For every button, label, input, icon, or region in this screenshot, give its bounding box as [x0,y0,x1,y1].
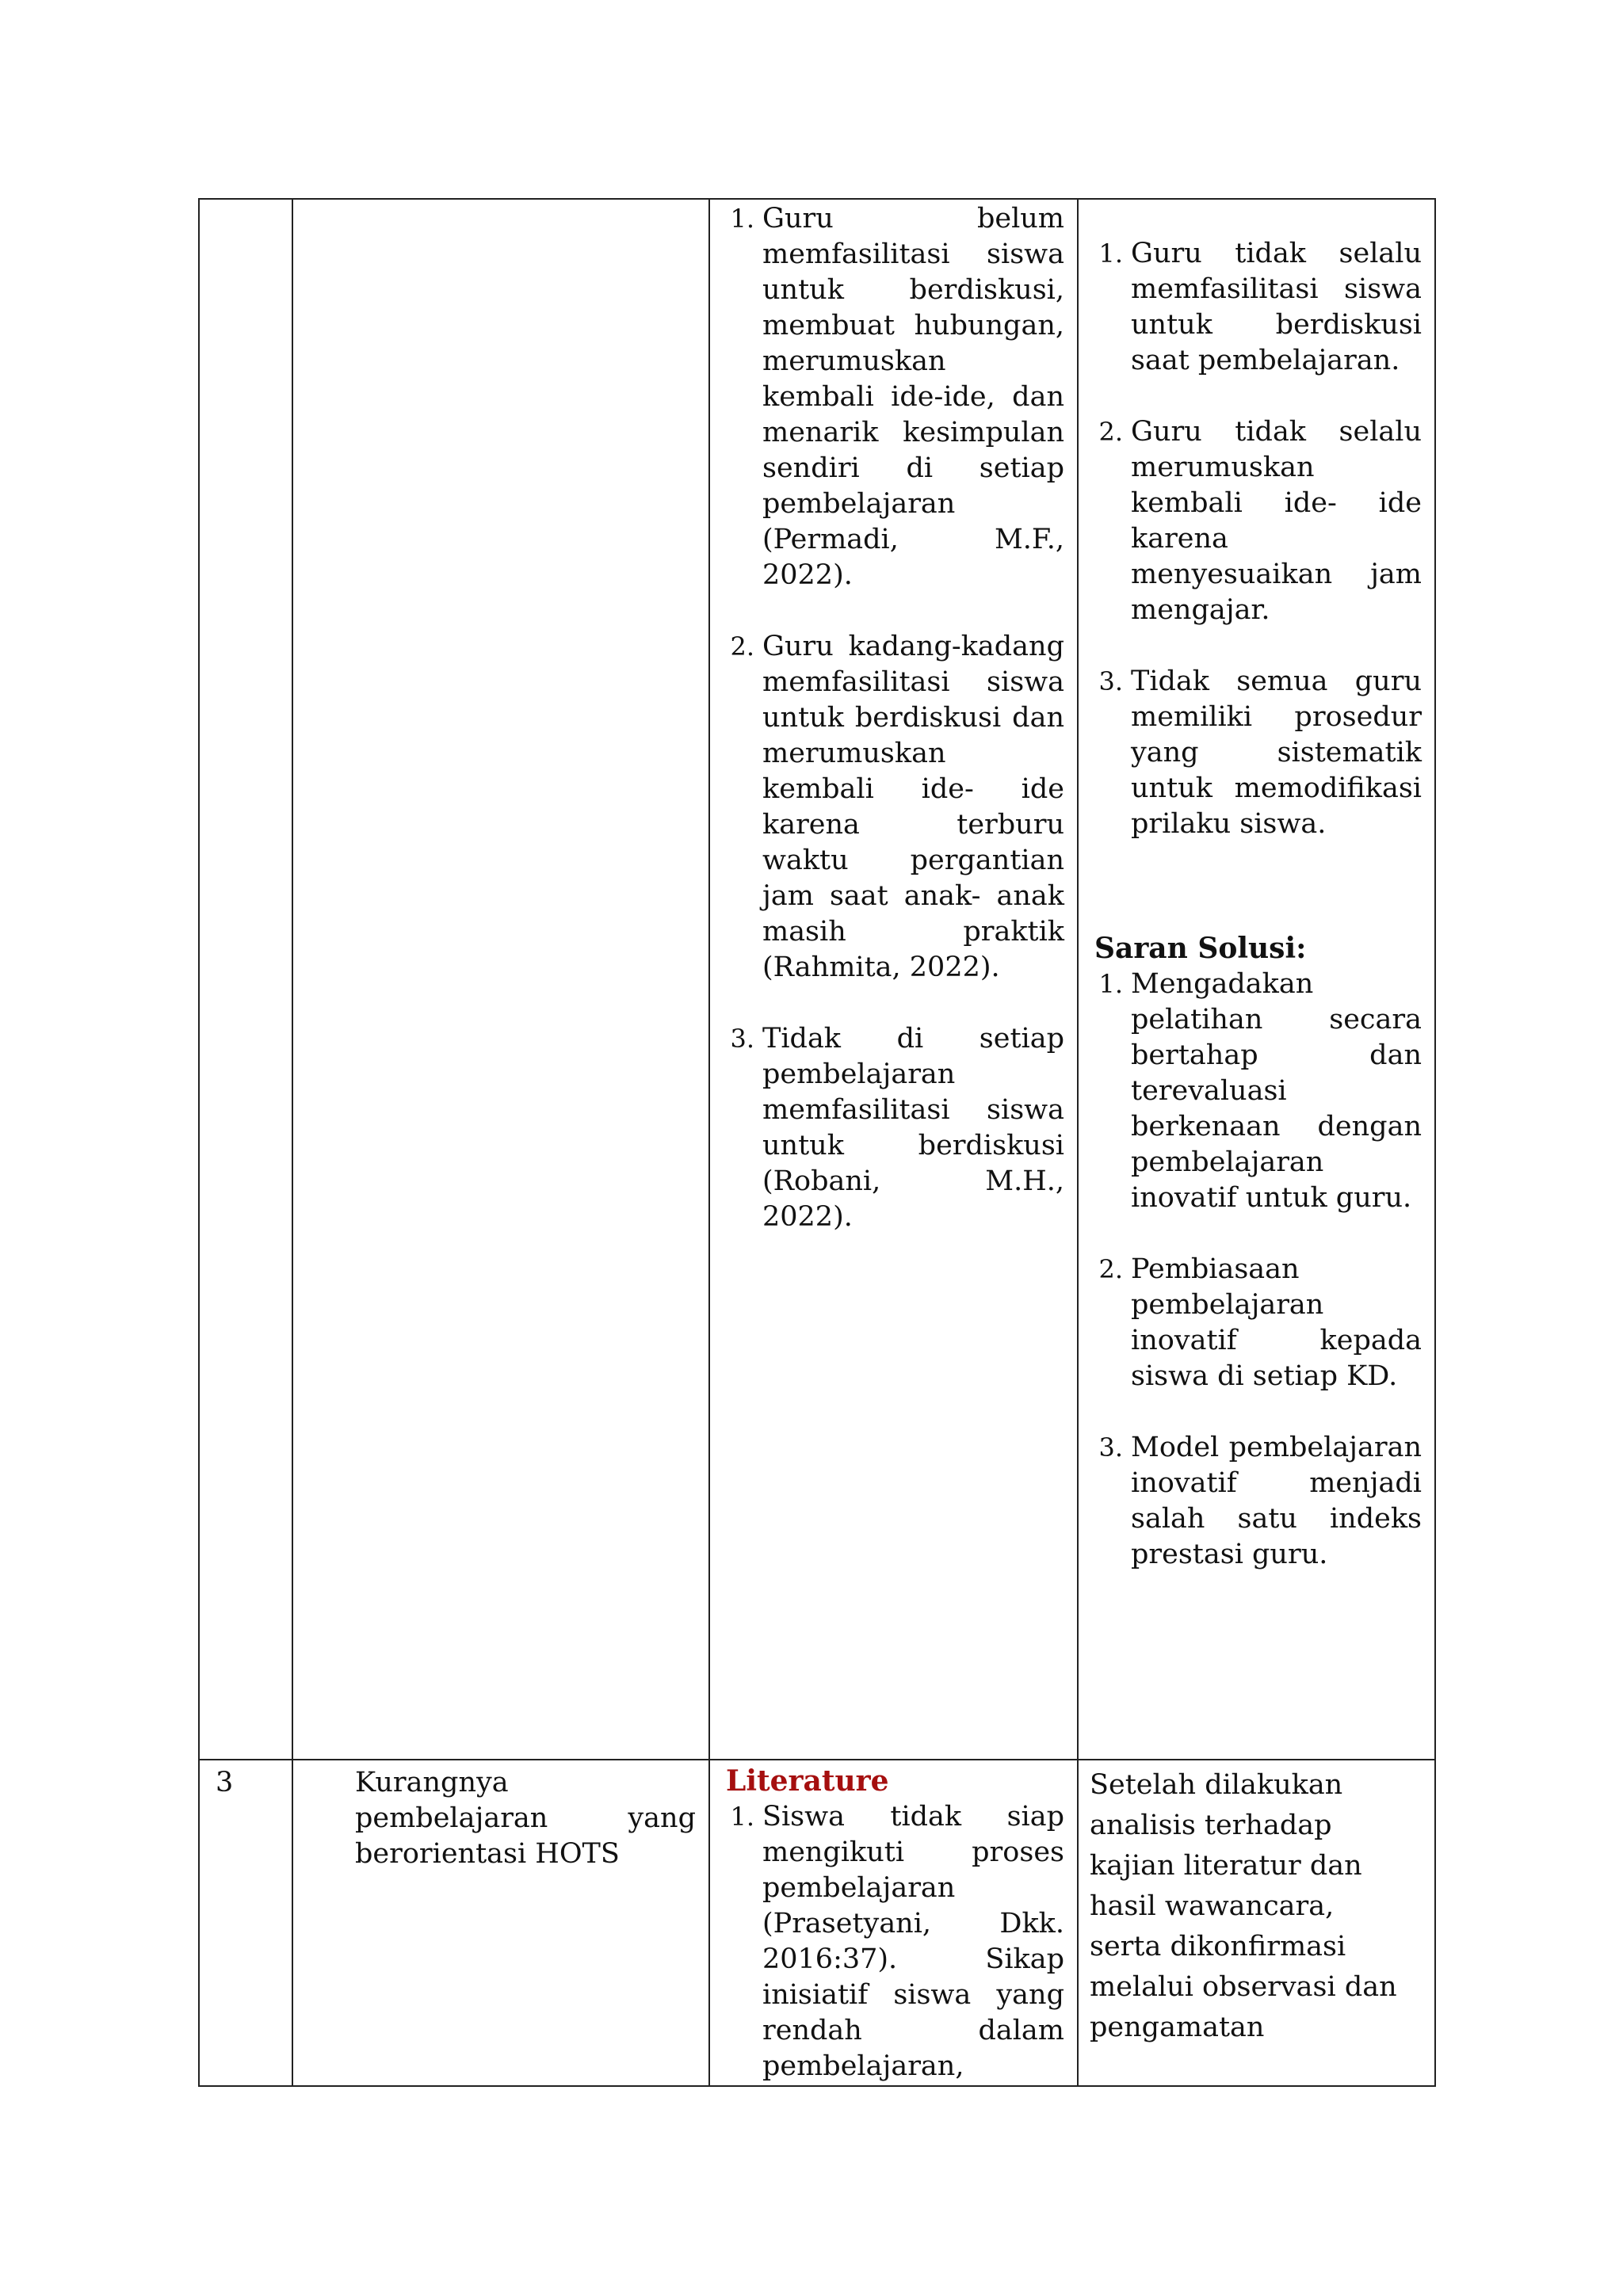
solution-heading: Saran Solusi: [1094,932,1307,965]
list-item: 1. Mengadakan pelatihan secara bertahap dan terevaluasi berkenaan dengan pembelajaran inovatif untuk guru. [1098,968,1422,1214]
cell-literature [709,1760,1078,2086]
list-item: 1. Guru belum memfasilitasi siswa untuk berdiskusi, membuat hubungan, merumuskan kembali ide-ide, dan menarik kesimpulan sendiri di setiap pembelajaran (Permadi, M.F., 2022). [730,203,1064,591]
analysis-table [198,198,1436,2087]
list-item: 2. Guru kadang-kadang memfasilitasi siswa untuk berdiskusi dan merumuskan kembali ide- ide karena terburu waktu pergantian jam saat anak- anak masih praktik (Rahmita, 2022). [730,631,1064,983]
cell-problem [292,199,709,1760]
result-paragraph: Setelah dilakukan analisis terhadap kajian literatur dan hasil wawancara, serta dikonfirmasi melalui observasi dan pengamatan [1090,1769,1397,2043]
list-item: 2. Pembiasaan pembelajaran inovatif kepada siswa di setiap KD. [1098,1253,1422,1392]
cell-result [1078,1760,1435,2086]
table-row [199,199,1435,1760]
cell-number [199,199,292,1760]
table-row [199,1760,1435,2086]
list-item: 1. Guru tidak selalu memfasilitasi siswa untuk berdiskusi saat pembelajaran. [1098,238,1422,376]
list-item: 1. Siswa tidak siap mengikuti proses pembelajaran (Prasetyani, Dkk. 2016:37). Sikap inisiatif siswa yang rendah dalam pembelajaran, [730,1801,1064,2082]
result-list [1088,236,1422,842]
list-item: 3. Tidak di setiap pembelajaran memfasilitasi siswa untuk berdiskusi (Robani, M.H., 2022). [730,1023,1064,1233]
list-item: 3. Model pembelajaran inovatif menjadi salah satu indeks prestasi guru. [1098,1432,1422,1570]
literature-list [720,201,1064,1235]
cell-number: 3 [199,1760,292,2086]
solution-list [1088,967,1422,1573]
list-item: 2. Guru tidak selalu merumuskan kembali ide- ide karena menyesuaikan jam mengajar. [1098,416,1422,626]
literature-list [720,1799,1064,2084]
cell-literature [709,199,1078,1760]
cell-result [1078,199,1435,1760]
cell-problem: Kurangnya pembelajaran yang berorientasi HOTS [292,1760,709,2086]
list-item: 3. Tidak semua guru memiliki prosedur yang sistematik untuk memodifikasi prilaku siswa. [1098,666,1422,840]
literature-heading: Literature [726,1764,889,1798]
